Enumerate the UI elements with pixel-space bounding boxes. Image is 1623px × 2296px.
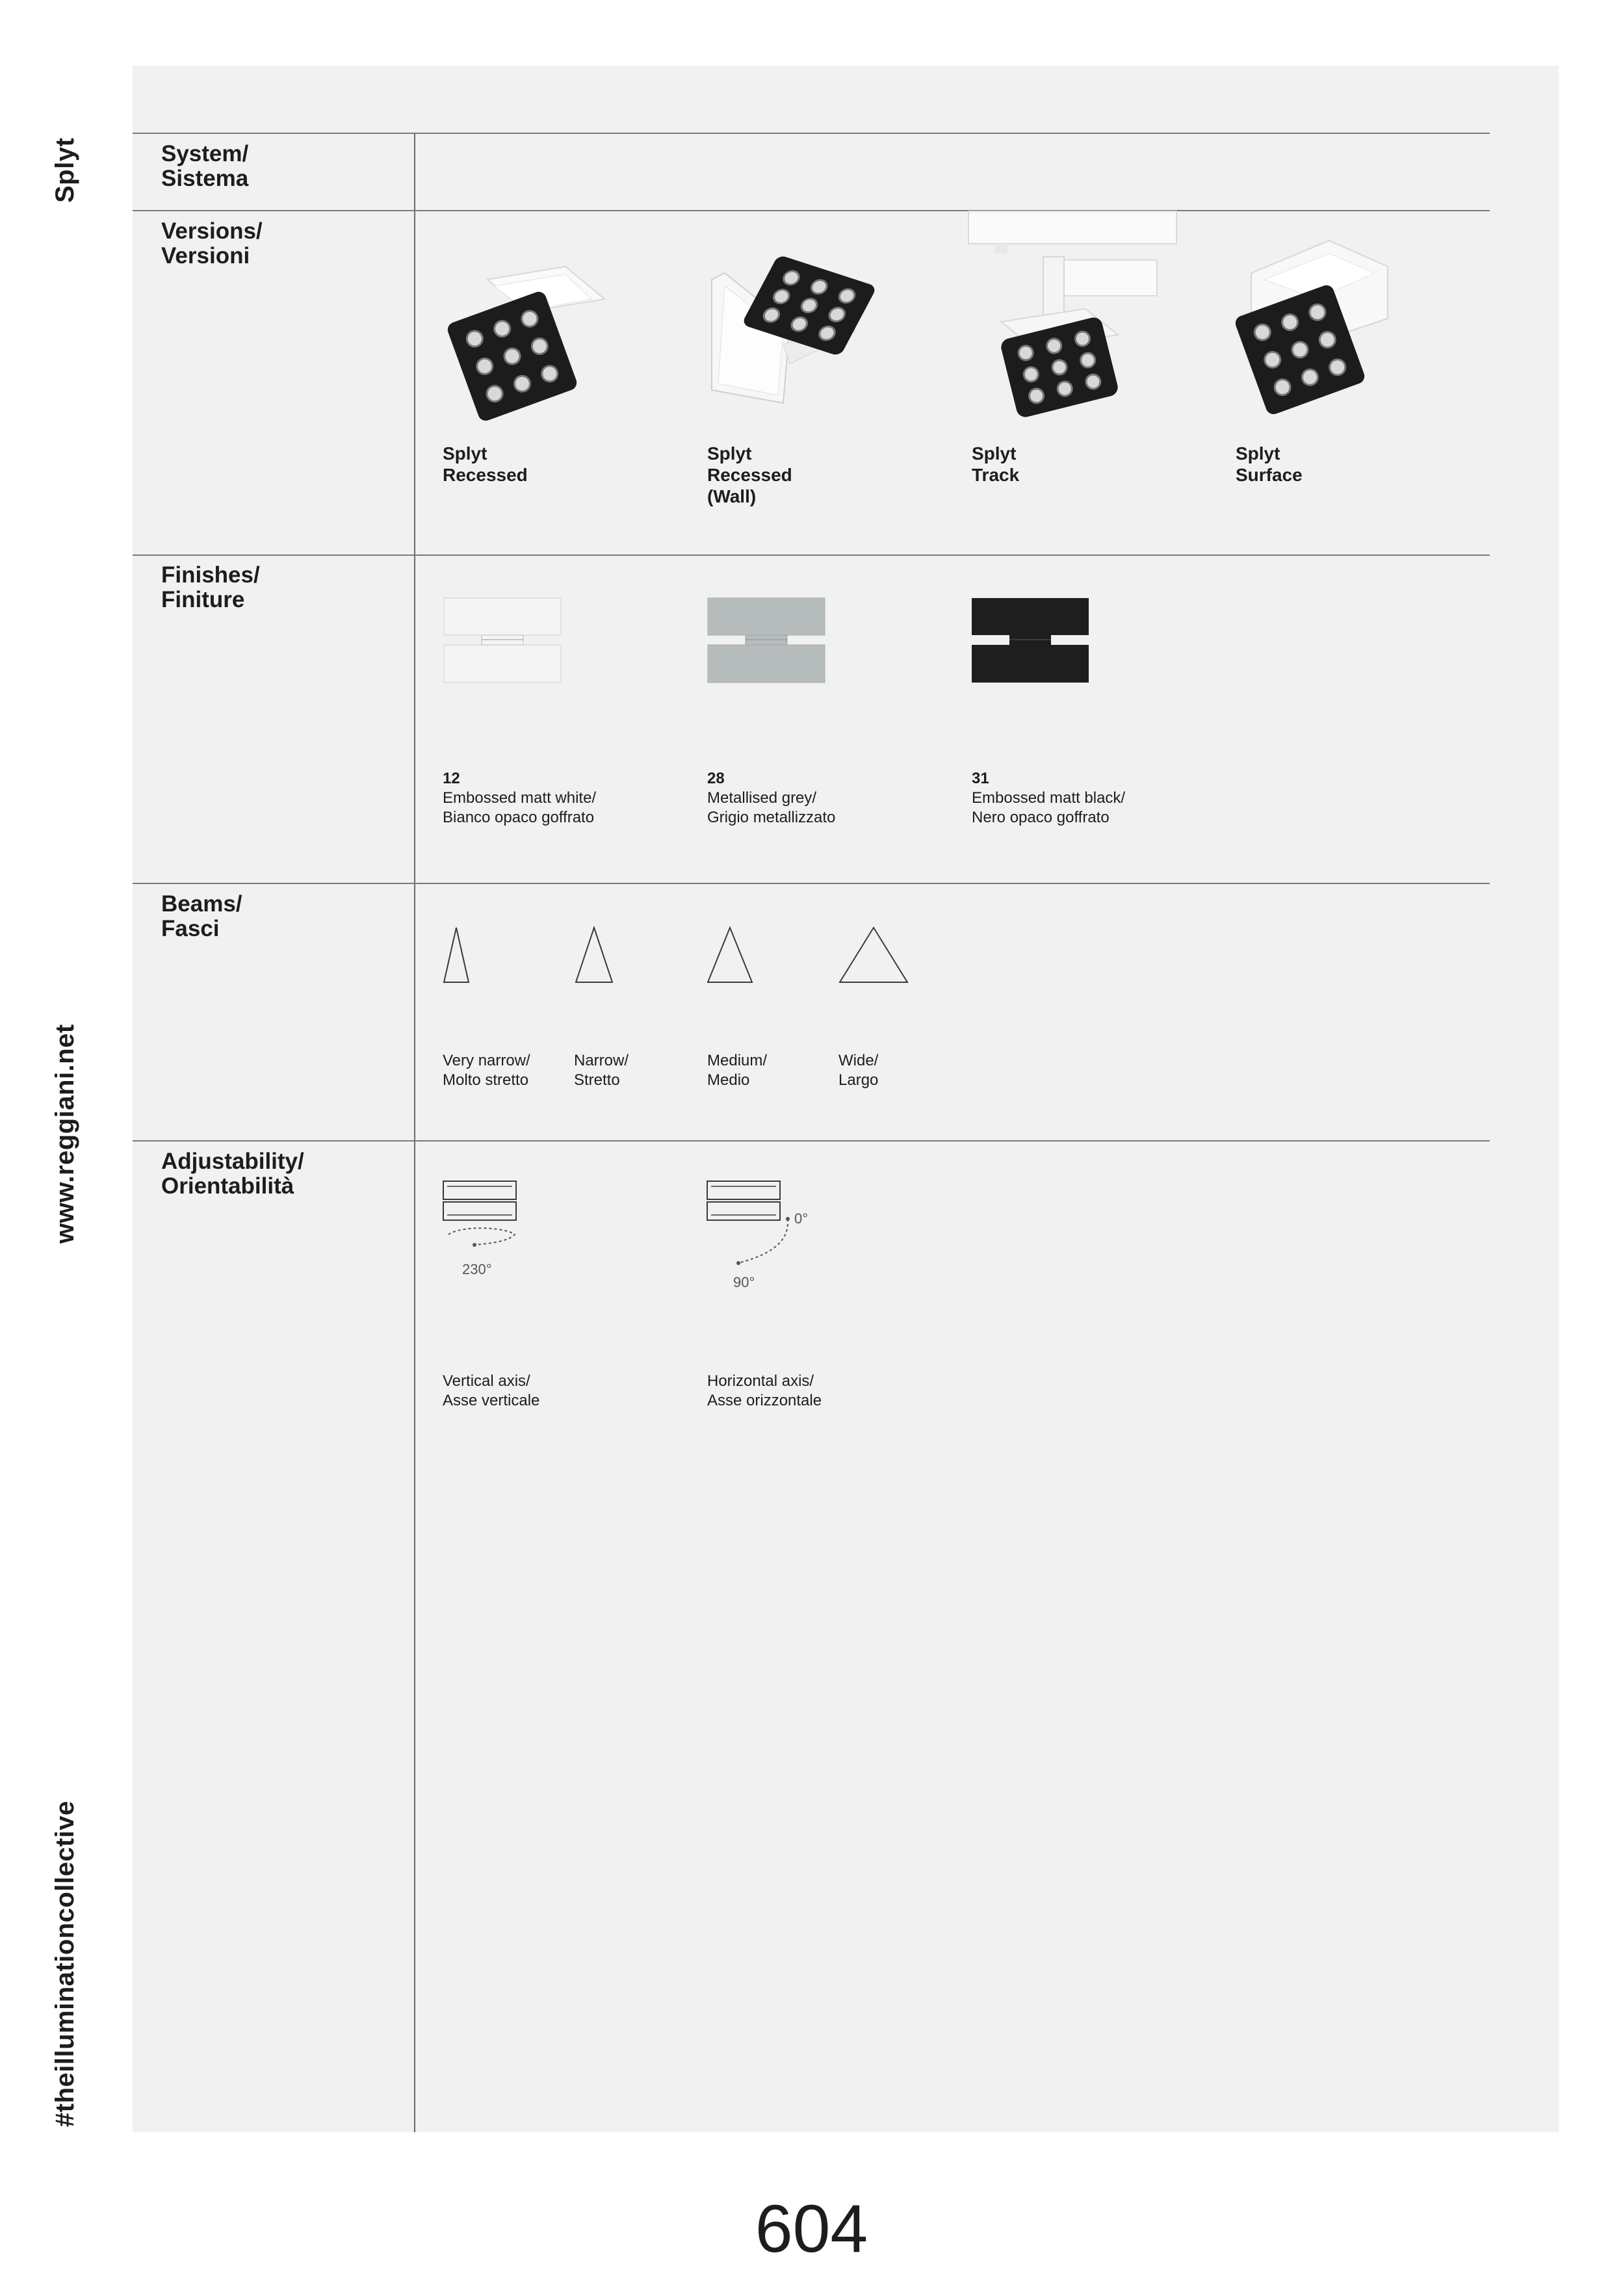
finish-swatch-white [444, 598, 564, 685]
row-divider-beams [133, 883, 1490, 884]
finish-swatch-grey [708, 598, 827, 685]
beam-very-narrow-icon [442, 926, 471, 985]
version-name-recessed: Splyt Recessed [443, 443, 528, 485]
side-website-label[interactable]: www.reggiani.net [51, 1024, 79, 1244]
row-divider-system [133, 133, 1490, 134]
row-label-system: System/ Sistema [161, 141, 249, 191]
version-name-surface: Splyt Surface [1236, 443, 1303, 485]
column-divider [414, 133, 415, 2132]
horizontal-axis-rotation-icon [706, 1180, 797, 1277]
row-label-versions: Versions/ Versioni [161, 218, 263, 268]
horizontal-axis-angle-end: 90° [733, 1274, 755, 1290]
row-label-finishes: Finishes/ Finiture [161, 562, 260, 612]
row-divider-finishes [133, 554, 1490, 556]
row-label-adjustability: Adjustability/ Orientabilità [161, 1149, 304, 1199]
vertical-axis-rotation-icon [442, 1180, 526, 1258]
row-label-beams: Beams/ Fasci [161, 891, 242, 941]
splyt-recessed-image [435, 260, 611, 423]
finish-swatch-black [972, 598, 1091, 685]
splyt-track-image [962, 211, 1183, 419]
beam-label-narrow: Narrow/ Stretto [574, 1052, 629, 1089]
beam-label-very-narrow: Very narrow/ Molto stretto [443, 1052, 530, 1089]
beam-narrow-icon [573, 926, 615, 985]
side-product-label: Splyt [51, 137, 79, 203]
finish-label-28: 28 Metallised grey/ Grigio metallizzato [707, 770, 836, 826]
row-divider-versions [133, 210, 1490, 211]
page-number: 604 [755, 2191, 868, 2267]
vertical-axis-angle: 230° [462, 1261, 492, 1277]
horizontal-axis-angle-start: 0° [794, 1210, 809, 1227]
adjustability-label-vertical: Vertical axis/ Asse verticale [443, 1372, 540, 1409]
beam-wide-icon [837, 926, 910, 985]
beam-medium-icon [705, 926, 755, 985]
beam-label-medium: Medium/ Medio [707, 1052, 768, 1089]
beam-label-wide: Wide/ Largo [838, 1052, 879, 1089]
version-name-track: Splyt Track [972, 443, 1020, 485]
row-divider-adjustability [133, 1140, 1490, 1141]
finish-label-31: 31 Embossed matt black/ Nero opaco goffrato [972, 770, 1126, 826]
adjustability-label-horizontal: Horizontal axis/ Asse orizzontale [707, 1372, 822, 1409]
side-hashtag-label: #theilluminationcollective [51, 1800, 79, 2127]
finish-label-12: 12 Embossed matt white/ Bianco opaco goffrato [443, 770, 597, 826]
splyt-recessed-wall-image [705, 247, 881, 416]
splyt-surface-image [1225, 241, 1407, 423]
version-name-recessed-wall: Splyt Recessed (Wall) [707, 443, 792, 506]
